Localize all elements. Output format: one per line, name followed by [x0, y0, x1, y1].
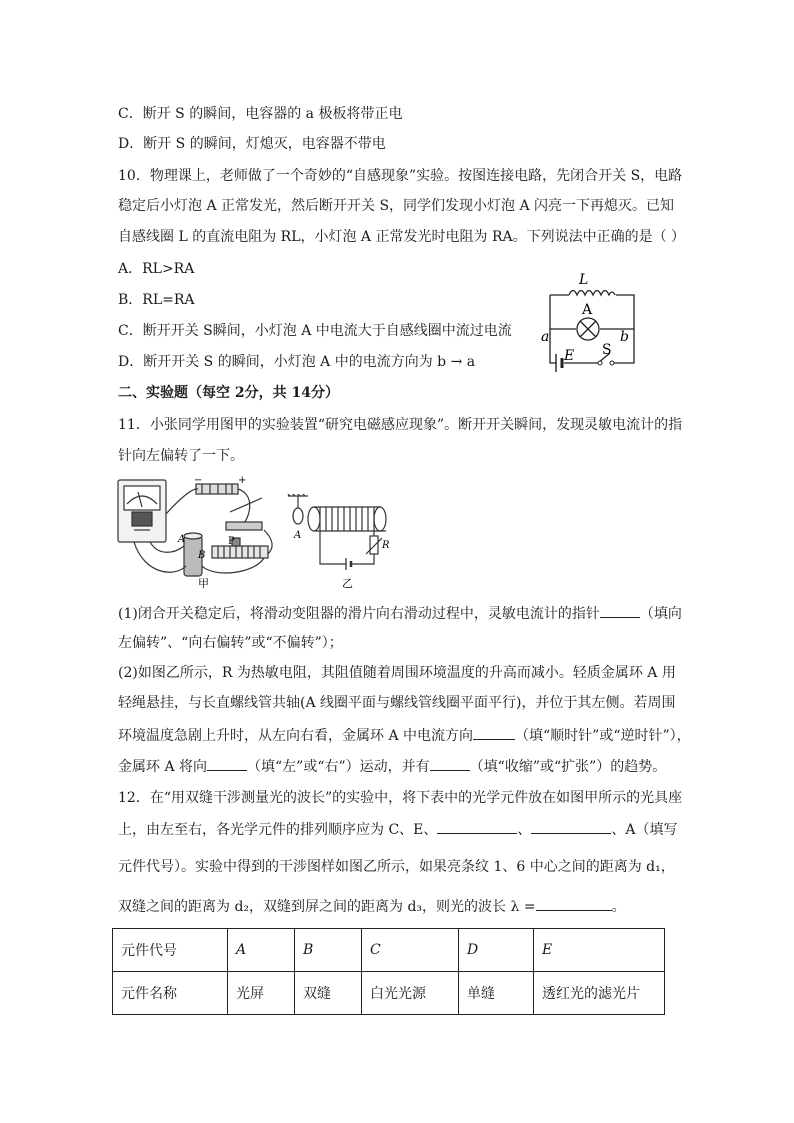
- caption-yi: 乙: [342, 577, 353, 590]
- label-A: A: [582, 302, 593, 318]
- q12-stem-line4: 双缝之间的距离为 d₂，双缝到屏之间的距离为 d₃，则光的波长 λ = 。: [118, 896, 626, 917]
- q11-part2-line3: 环境温度急剧上升时，从左向右看，金属环 A 中电流方向 （填“顺时针”或“逆时针”），: [118, 725, 691, 746]
- q11-stem-line2: 针向左偏转了一下。: [118, 448, 244, 464]
- q10-circuit-diagram: [528, 268, 654, 380]
- answer-blank[interactable]: [207, 756, 247, 771]
- label-P: P: [228, 536, 235, 547]
- label-b: b: [620, 329, 629, 345]
- q11-part2-line2: 轻绳悬挂，与长直螺线管共轴(A 线圈平面与螺线管线圈平面平行)，并位于其左侧。若周围: [118, 695, 676, 711]
- label-minus: −: [194, 475, 203, 486]
- q10-stem-line1: 10．物理课上，老师做了一个奇妙的“自感现象”实验。按图连接电路，先闭合开关 S，电路: [118, 168, 683, 184]
- label-jia-A: A: [178, 534, 186, 545]
- q10-stem-line3: 自感线圈 L 的直流电阻为 RL，小灯泡 A 正常发光时电阻为 RA。下列说法中正确的是（ ）: [118, 229, 686, 245]
- answer-blank[interactable]: [430, 756, 470, 771]
- label-L: L: [579, 272, 589, 288]
- q10-option-a: A．RL>RA: [118, 261, 195, 277]
- table-cell: 白光光源: [362, 972, 459, 1015]
- table-row: [113, 929, 665, 972]
- q11-figure-yi: [286, 494, 396, 590]
- q9-option-d: D．断开 S 的瞬间，灯熄灭，电容器不带电: [118, 136, 386, 152]
- answer-blank[interactable]: [536, 896, 612, 911]
- table-cell: 透红光的滤光片: [534, 972, 665, 1015]
- answer-blank[interactable]: [600, 603, 640, 618]
- table-cell: 元件代号: [113, 929, 228, 972]
- table-cell: B: [295, 929, 362, 972]
- caption-jia: 甲: [198, 577, 209, 590]
- label-yi-A: A: [294, 530, 302, 541]
- q12-components-table: [112, 928, 665, 1015]
- table-cell: D: [459, 929, 534, 972]
- q11-figure-jia: [114, 474, 284, 590]
- label-E: E: [564, 348, 575, 364]
- answer-blank[interactable]: [473, 725, 515, 740]
- q12-stem-line3: 元件代号）。实验中得到的干涉图样如图乙所示，如果亮条纹 1、6 中心之间的距离为 d₁，: [118, 859, 675, 875]
- label-yi-R: R: [382, 540, 390, 551]
- q11-part1-line1: (1)闭合开关稳定后，将滑动变阻器的滑片向右滑动过程中，灵敏电流计的指针 （填向: [118, 603, 682, 624]
- table-cell: A: [228, 929, 295, 972]
- q11-part1-line2: 左偏转”、“向右偏转”或“不偏转”）；: [118, 635, 343, 651]
- q10-option-b: B．RL=RA: [118, 292, 195, 308]
- q11-stem-line1: 11．小张同学用图甲的实验装置“研究电磁感应现象”。断开开关瞬间，发现灵敏电流计的指: [118, 417, 683, 433]
- q11-part2-line1: (2)如图乙所示，R 为热敏电阻，其阻值随着周围环境温度的升高而减小。轻质金属环 A 用: [118, 665, 676, 681]
- label-S: S: [602, 342, 612, 358]
- q9-option-c: C．断开 S 的瞬间，电容器的 a 极板将带正电: [118, 106, 403, 122]
- answer-blank[interactable]: [531, 819, 611, 834]
- q10-option-c: C．断开开关 S瞬间，小灯泡 A 中电流大于自感线圈中流过电流: [118, 323, 512, 339]
- table-row: [113, 972, 665, 1015]
- q10-option-d: D．断开开关 S 的瞬间，小灯泡 A 中的电流方向为 b → a: [118, 354, 476, 370]
- q12-stem-line1: 12．在“用双缝干涉测量光的波长”的实验中，将下表中的光学元件放在如图甲所示的光具座: [118, 790, 683, 806]
- table-cell: 双缝: [295, 972, 362, 1015]
- section-title: 二、实验题（每空 2分，共 14分）: [118, 385, 339, 401]
- label-jia-B: B: [198, 550, 206, 561]
- table-cell: E: [534, 929, 665, 972]
- answer-blank[interactable]: [437, 819, 517, 834]
- label-a: a: [541, 329, 550, 345]
- q10-stem-line2: 稳定后小灯泡 A 正常发光，然后断开开关 S，同学们发现小灯泡 A 闪亮一下再熄灭。已知: [118, 198, 675, 214]
- q12-stem-line2: 上，由左至右，各光学元件的排列顺序应为 C、E、 、 、A（填写: [118, 819, 678, 840]
- q11-part2-line4: 金属环 A 将向 （填“左”或“右”）运动，并有 （填“收缩”或“扩张”）的趋势。: [118, 756, 666, 777]
- table-cell: 元件名称: [113, 972, 228, 1015]
- table-cell: 光屏: [228, 972, 295, 1015]
- label-plus: +: [238, 475, 247, 486]
- table-cell: 单缝: [459, 972, 534, 1015]
- table-cell: C: [362, 929, 459, 972]
